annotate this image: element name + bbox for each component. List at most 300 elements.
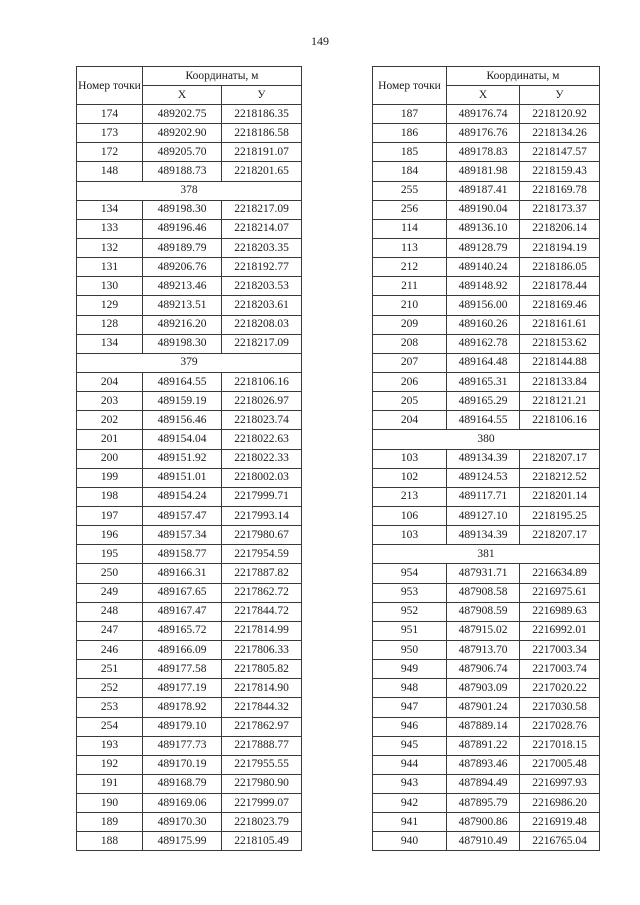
x-coordinate-cell: 489134.39 bbox=[447, 526, 520, 545]
point-number-cell: 200 bbox=[77, 449, 143, 468]
y-coordinate-cell: 2218201.14 bbox=[520, 487, 600, 506]
y-coordinate-cell: 2218194.19 bbox=[520, 238, 600, 257]
y-coordinate-cell: 2218133.84 bbox=[520, 372, 600, 391]
y-coordinate-cell: 2218161.61 bbox=[520, 315, 600, 334]
y-coordinate-cell: 2218002.03 bbox=[222, 468, 302, 487]
y-coordinate-cell: 2216919.48 bbox=[520, 813, 600, 832]
table-row bbox=[77, 105, 302, 124]
x-coordinate-cell: 489189.79 bbox=[143, 238, 222, 257]
y-coordinate-cell: 2217018.15 bbox=[520, 736, 600, 755]
x-coordinate-cell: 489124.53 bbox=[447, 468, 520, 487]
x-coordinate-cell: 489177.19 bbox=[143, 679, 222, 698]
table-row bbox=[373, 487, 600, 506]
table-row bbox=[373, 832, 600, 851]
group-row bbox=[77, 181, 302, 200]
point-number-cell: 253 bbox=[77, 698, 143, 717]
point-number-cell: 941 bbox=[373, 813, 447, 832]
point-number-cell: 256 bbox=[373, 200, 447, 219]
table-body bbox=[373, 105, 600, 851]
table-row bbox=[373, 468, 600, 487]
x-coordinate-cell: 489164.55 bbox=[143, 372, 222, 391]
point-number-cell: 944 bbox=[373, 755, 447, 774]
point-number-cell: 195 bbox=[77, 545, 143, 564]
point-number-cell: 191 bbox=[77, 774, 143, 793]
y-coordinate-cell: 2218105.49 bbox=[222, 832, 302, 851]
point-number-cell: 187 bbox=[373, 105, 447, 124]
x-coordinate-cell: 487891.22 bbox=[447, 736, 520, 755]
x-coordinate-cell: 489177.73 bbox=[143, 736, 222, 755]
table-row bbox=[373, 238, 600, 257]
y-coordinate-cell: 2218106.16 bbox=[520, 411, 600, 430]
table-row bbox=[77, 832, 302, 851]
point-number-cell: 131 bbox=[77, 258, 143, 277]
y-coordinate-cell: 2218203.53 bbox=[222, 277, 302, 296]
x-coordinate-cell: 489177.58 bbox=[143, 660, 222, 679]
point-number-cell: 255 bbox=[373, 181, 447, 200]
table-row bbox=[373, 698, 600, 717]
y-coordinate-cell: 2218147.57 bbox=[520, 143, 600, 162]
table-row bbox=[77, 698, 302, 717]
table-row bbox=[77, 238, 302, 257]
x-coordinate-cell: 489205.70 bbox=[143, 143, 222, 162]
point-number-cell: 173 bbox=[77, 124, 143, 143]
x-coordinate-cell: 489154.24 bbox=[143, 487, 222, 506]
y-coordinate-cell: 2216989.63 bbox=[520, 602, 600, 621]
table-row bbox=[373, 277, 600, 296]
table-row bbox=[77, 602, 302, 621]
x-coordinate-cell: 489158.77 bbox=[143, 545, 222, 564]
y-coordinate-cell: 2217980.90 bbox=[222, 774, 302, 793]
point-number-cell: 954 bbox=[373, 564, 447, 583]
y-coordinate-cell: 2218212.52 bbox=[520, 468, 600, 487]
table-row bbox=[77, 621, 302, 640]
y-coordinate-cell: 2216634.89 bbox=[520, 564, 600, 583]
table-row bbox=[373, 105, 600, 124]
point-number-cell: 251 bbox=[77, 660, 143, 679]
y-coordinate-cell: 2218192.77 bbox=[222, 258, 302, 277]
x-coordinate-cell: 489168.79 bbox=[143, 774, 222, 793]
point-number-cell: 130 bbox=[77, 277, 143, 296]
point-number-cell: 250 bbox=[77, 564, 143, 583]
y-coordinate-cell: 2218191.07 bbox=[222, 143, 302, 162]
y-coordinate-cell: 2217844.32 bbox=[222, 698, 302, 717]
coordinates-table-left bbox=[76, 66, 302, 851]
table-row bbox=[77, 258, 302, 277]
point-number-cell: 196 bbox=[77, 526, 143, 545]
point-number-cell: 212 bbox=[373, 258, 447, 277]
point-number-cell: 199 bbox=[77, 468, 143, 487]
x-coordinate-cell: 489175.99 bbox=[143, 832, 222, 851]
point-number-cell: 205 bbox=[373, 392, 447, 411]
point-number-cell: 953 bbox=[373, 583, 447, 602]
table-row bbox=[77, 124, 302, 143]
x-coordinate-cell: 489166.09 bbox=[143, 640, 222, 659]
y-coordinate-cell: 2218206.14 bbox=[520, 219, 600, 238]
x-coordinate-cell: 489151.01 bbox=[143, 468, 222, 487]
coordinates-header: Координаты, м bbox=[447, 67, 600, 86]
point-number-cell: 133 bbox=[77, 219, 143, 238]
table-row bbox=[77, 430, 302, 449]
y-coordinate-cell: 2218208.03 bbox=[222, 315, 302, 334]
x-coordinate-cell: 489165.72 bbox=[143, 621, 222, 640]
table-row bbox=[373, 200, 600, 219]
point-number-cell: 947 bbox=[373, 698, 447, 717]
table-row bbox=[373, 717, 600, 736]
point-number-cell: 174 bbox=[77, 105, 143, 124]
point-number-cell: 201 bbox=[77, 430, 143, 449]
table-row bbox=[373, 181, 600, 200]
x-coordinate-cell: 489178.83 bbox=[447, 143, 520, 162]
point-number-cell: 190 bbox=[77, 794, 143, 813]
table-row bbox=[77, 334, 302, 353]
x-coordinate-cell: 487915.02 bbox=[447, 621, 520, 640]
point-number-cell: 948 bbox=[373, 679, 447, 698]
x-coordinate-cell: 489157.34 bbox=[143, 526, 222, 545]
point-number-cell: 114 bbox=[373, 219, 447, 238]
y-coordinate-cell: 2217862.97 bbox=[222, 717, 302, 736]
point-number-header: Номер точки bbox=[373, 67, 447, 105]
x-coordinate-cell: 489181.98 bbox=[447, 162, 520, 181]
point-number-cell: 209 bbox=[373, 315, 447, 334]
y-coordinate-cell: 2216997.93 bbox=[520, 774, 600, 793]
table-row bbox=[373, 602, 600, 621]
point-number-cell: 202 bbox=[77, 411, 143, 430]
x-coordinate-cell: 487889.14 bbox=[447, 717, 520, 736]
point-number-cell: 132 bbox=[77, 238, 143, 257]
y-coordinate-cell: 2217844.72 bbox=[222, 602, 302, 621]
table-row bbox=[373, 813, 600, 832]
x-coordinate-cell: 489170.30 bbox=[143, 813, 222, 832]
x-coordinate-cell: 489159.19 bbox=[143, 392, 222, 411]
point-number-cell: 945 bbox=[373, 736, 447, 755]
x-coordinate-cell: 489179.10 bbox=[143, 717, 222, 736]
point-number-cell: 942 bbox=[373, 794, 447, 813]
table-row bbox=[77, 277, 302, 296]
table-row bbox=[373, 411, 600, 430]
y-coordinate-cell: 2217806.33 bbox=[222, 640, 302, 659]
point-number-cell: 940 bbox=[373, 832, 447, 851]
x-coordinate-cell: 489202.90 bbox=[143, 124, 222, 143]
point-number-cell: 128 bbox=[77, 315, 143, 334]
y-coordinate-cell: 2216986.20 bbox=[520, 794, 600, 813]
table-row bbox=[373, 679, 600, 698]
x-coordinate-cell: 487901.24 bbox=[447, 698, 520, 717]
coordinates-table-right bbox=[372, 66, 600, 851]
x-coordinate-cell: 489160.26 bbox=[447, 315, 520, 334]
y-coordinate-cell: 2217028.76 bbox=[520, 717, 600, 736]
x-coordinate-cell: 489202.75 bbox=[143, 105, 222, 124]
y-column-header: У bbox=[222, 86, 302, 105]
x-coordinate-cell: 489213.51 bbox=[143, 296, 222, 315]
x-coordinate-cell: 489213.46 bbox=[143, 277, 222, 296]
x-coordinate-cell: 489164.55 bbox=[447, 411, 520, 430]
y-coordinate-cell: 2217814.99 bbox=[222, 621, 302, 640]
x-coordinate-cell: 487931.71 bbox=[447, 564, 520, 583]
x-coordinate-cell: 487908.58 bbox=[447, 583, 520, 602]
y-coordinate-cell: 2218022.33 bbox=[222, 449, 302, 468]
point-number-cell: 129 bbox=[77, 296, 143, 315]
point-number-cell: 106 bbox=[373, 506, 447, 525]
x-coordinate-cell: 489156.00 bbox=[447, 296, 520, 315]
group-label: 378 bbox=[77, 181, 302, 200]
x-coordinate-cell: 489164.48 bbox=[447, 353, 520, 372]
table-row bbox=[77, 564, 302, 583]
y-coordinate-cell: 2218106.16 bbox=[222, 372, 302, 391]
y-coordinate-cell: 2217999.07 bbox=[222, 794, 302, 813]
point-number-cell: 185 bbox=[373, 143, 447, 162]
point-number-cell: 148 bbox=[77, 162, 143, 181]
x-coordinate-cell: 489117.71 bbox=[447, 487, 520, 506]
x-coordinate-cell: 489187.41 bbox=[447, 181, 520, 200]
table-row bbox=[77, 794, 302, 813]
x-coordinate-cell: 489148.92 bbox=[447, 277, 520, 296]
x-coordinate-cell: 487895.79 bbox=[447, 794, 520, 813]
x-coordinate-cell: 489198.30 bbox=[143, 334, 222, 353]
y-coordinate-cell: 2217020.22 bbox=[520, 679, 600, 698]
table-row bbox=[373, 583, 600, 602]
group-label: 381 bbox=[373, 545, 600, 564]
table-row bbox=[77, 506, 302, 525]
x-coordinate-cell: 489154.04 bbox=[143, 430, 222, 449]
point-number-cell: 172 bbox=[77, 143, 143, 162]
table-row bbox=[373, 296, 600, 315]
y-coordinate-cell: 2218134.26 bbox=[520, 124, 600, 143]
y-coordinate-cell: 2218214.07 bbox=[222, 219, 302, 238]
y-coordinate-cell: 2217003.34 bbox=[520, 640, 600, 659]
y-coordinate-cell: 2217030.58 bbox=[520, 698, 600, 717]
table-row bbox=[77, 640, 302, 659]
table-body bbox=[77, 105, 302, 851]
table-row bbox=[77, 774, 302, 793]
point-number-cell: 946 bbox=[373, 717, 447, 736]
group-row bbox=[373, 545, 600, 564]
y-coordinate-cell: 2217980.67 bbox=[222, 526, 302, 545]
point-number-cell: 203 bbox=[77, 392, 143, 411]
x-coordinate-cell: 489196.46 bbox=[143, 219, 222, 238]
x-coordinate-cell: 489134.39 bbox=[447, 449, 520, 468]
table-row bbox=[373, 392, 600, 411]
table-header bbox=[77, 67, 302, 105]
point-number-cell: 952 bbox=[373, 602, 447, 621]
point-number-cell: 943 bbox=[373, 774, 447, 793]
point-number-cell: 134 bbox=[77, 200, 143, 219]
table-row bbox=[77, 468, 302, 487]
page-number: 149 bbox=[311, 34, 329, 48]
point-number-cell: 254 bbox=[77, 717, 143, 736]
y-coordinate-cell: 2218159.43 bbox=[520, 162, 600, 181]
table-row bbox=[373, 526, 600, 545]
y-coordinate-cell: 2218207.17 bbox=[520, 526, 600, 545]
y-coordinate-cell: 2218169.78 bbox=[520, 181, 600, 200]
x-coordinate-cell: 489216.20 bbox=[143, 315, 222, 334]
table-row bbox=[373, 143, 600, 162]
x-coordinate-cell: 489165.29 bbox=[447, 392, 520, 411]
table-row bbox=[77, 200, 302, 219]
point-number-cell: 210 bbox=[373, 296, 447, 315]
x-coordinate-cell: 489167.47 bbox=[143, 602, 222, 621]
point-number-cell: 102 bbox=[373, 468, 447, 487]
x-coordinate-cell: 489176.76 bbox=[447, 124, 520, 143]
point-number-cell: 204 bbox=[77, 372, 143, 391]
y-coordinate-cell: 2216992.01 bbox=[520, 621, 600, 640]
x-coordinate-cell: 489167.65 bbox=[143, 583, 222, 602]
x-coordinate-cell: 489156.46 bbox=[143, 411, 222, 430]
x-coordinate-cell: 487913.70 bbox=[447, 640, 520, 659]
x-coordinate-cell: 489136.10 bbox=[447, 219, 520, 238]
table-row bbox=[77, 372, 302, 391]
y-coordinate-cell: 2218217.09 bbox=[222, 334, 302, 353]
y-coordinate-cell: 2218203.61 bbox=[222, 296, 302, 315]
point-number-cell: 188 bbox=[77, 832, 143, 851]
y-coordinate-cell: 2218201.65 bbox=[222, 162, 302, 181]
table-row bbox=[373, 736, 600, 755]
table-row bbox=[77, 143, 302, 162]
point-number-cell: 204 bbox=[373, 411, 447, 430]
point-number-header: Номер точки bbox=[77, 67, 143, 105]
x-column-header: Х bbox=[143, 86, 222, 105]
y-coordinate-cell: 2218120.92 bbox=[520, 105, 600, 124]
table-row bbox=[77, 545, 302, 564]
point-number-cell: 208 bbox=[373, 334, 447, 353]
group-row bbox=[373, 430, 600, 449]
table-row bbox=[77, 660, 302, 679]
point-number-cell: 211 bbox=[373, 277, 447, 296]
point-number-cell: 198 bbox=[77, 487, 143, 506]
y-coordinate-cell: 2217862.72 bbox=[222, 583, 302, 602]
y-coordinate-cell: 2218203.35 bbox=[222, 238, 302, 257]
y-coordinate-cell: 2218023.74 bbox=[222, 411, 302, 430]
x-coordinate-cell: 489165.31 bbox=[447, 372, 520, 391]
table-row bbox=[373, 794, 600, 813]
point-number-cell: 206 bbox=[373, 372, 447, 391]
table-row bbox=[373, 621, 600, 640]
y-coordinate-cell: 2218153.62 bbox=[520, 334, 600, 353]
y-coordinate-cell: 2217993.14 bbox=[222, 506, 302, 525]
table-row bbox=[77, 449, 302, 468]
x-coordinate-cell: 489178.92 bbox=[143, 698, 222, 717]
y-coordinate-cell: 2218026.97 bbox=[222, 392, 302, 411]
x-coordinate-cell: 489176.74 bbox=[447, 105, 520, 124]
x-coordinate-cell: 489157.47 bbox=[143, 506, 222, 525]
coordinates-header: Координаты, м bbox=[143, 67, 302, 86]
table-row bbox=[373, 640, 600, 659]
point-number-cell: 247 bbox=[77, 621, 143, 640]
y-coordinate-cell: 2217999.71 bbox=[222, 487, 302, 506]
y-coordinate-cell: 2218186.35 bbox=[222, 105, 302, 124]
table-row bbox=[77, 219, 302, 238]
x-coordinate-cell: 487894.49 bbox=[447, 774, 520, 793]
table-row bbox=[77, 315, 302, 334]
table-row bbox=[373, 506, 600, 525]
y-coordinate-cell: 2217805.82 bbox=[222, 660, 302, 679]
table-row bbox=[77, 296, 302, 315]
table-row bbox=[77, 755, 302, 774]
point-number-cell: 207 bbox=[373, 353, 447, 372]
point-number-cell: 949 bbox=[373, 660, 447, 679]
x-coordinate-cell: 489190.04 bbox=[447, 200, 520, 219]
table-row bbox=[373, 449, 600, 468]
group-row bbox=[77, 353, 302, 372]
point-number-cell: 246 bbox=[77, 640, 143, 659]
y-column-header: У bbox=[520, 86, 600, 105]
y-coordinate-cell: 2217814.90 bbox=[222, 679, 302, 698]
table-row bbox=[77, 526, 302, 545]
point-number-cell: 103 bbox=[373, 526, 447, 545]
point-number-cell: 186 bbox=[373, 124, 447, 143]
group-label: 379 bbox=[77, 353, 302, 372]
y-coordinate-cell: 2216765.04 bbox=[520, 832, 600, 851]
point-number-cell: 252 bbox=[77, 679, 143, 698]
group-label: 380 bbox=[373, 430, 600, 449]
point-number-cell: 193 bbox=[77, 736, 143, 755]
y-coordinate-cell: 2217003.74 bbox=[520, 660, 600, 679]
x-coordinate-cell: 489198.30 bbox=[143, 200, 222, 219]
table-row bbox=[77, 736, 302, 755]
table-row bbox=[77, 717, 302, 736]
table-row bbox=[77, 679, 302, 698]
point-number-cell: 189 bbox=[77, 813, 143, 832]
y-coordinate-cell: 2218169.46 bbox=[520, 296, 600, 315]
point-number-cell: 197 bbox=[77, 506, 143, 525]
point-number-cell: 249 bbox=[77, 583, 143, 602]
point-number-cell: 951 bbox=[373, 621, 447, 640]
x-coordinate-cell: 489127.10 bbox=[447, 506, 520, 525]
y-coordinate-cell: 2218217.09 bbox=[222, 200, 302, 219]
table-row bbox=[373, 219, 600, 238]
table-row bbox=[373, 334, 600, 353]
point-number-cell: 113 bbox=[373, 238, 447, 257]
table-row bbox=[373, 258, 600, 277]
table-row bbox=[77, 162, 302, 181]
x-coordinate-cell: 489162.78 bbox=[447, 334, 520, 353]
x-coordinate-cell: 489169.06 bbox=[143, 794, 222, 813]
y-coordinate-cell: 2218023.79 bbox=[222, 813, 302, 832]
table-row bbox=[373, 564, 600, 583]
x-column-header: Х bbox=[447, 86, 520, 105]
y-coordinate-cell: 2217955.55 bbox=[222, 755, 302, 774]
table-row bbox=[373, 755, 600, 774]
y-coordinate-cell: 2218022.63 bbox=[222, 430, 302, 449]
table-row bbox=[373, 372, 600, 391]
y-coordinate-cell: 2216975.61 bbox=[520, 583, 600, 602]
x-coordinate-cell: 487908.59 bbox=[447, 602, 520, 621]
y-coordinate-cell: 2217887.82 bbox=[222, 564, 302, 583]
x-coordinate-cell: 489188.73 bbox=[143, 162, 222, 181]
point-number-cell: 950 bbox=[373, 640, 447, 659]
y-coordinate-cell: 2218144.88 bbox=[520, 353, 600, 372]
y-coordinate-cell: 2218178.44 bbox=[520, 277, 600, 296]
point-number-cell: 184 bbox=[373, 162, 447, 181]
y-coordinate-cell: 2218173.37 bbox=[520, 200, 600, 219]
y-coordinate-cell: 2218186.58 bbox=[222, 124, 302, 143]
x-coordinate-cell: 489140.24 bbox=[447, 258, 520, 277]
table-row bbox=[373, 124, 600, 143]
point-number-cell: 103 bbox=[373, 449, 447, 468]
table-row bbox=[373, 353, 600, 372]
table-row bbox=[77, 392, 302, 411]
point-number-cell: 134 bbox=[77, 334, 143, 353]
x-coordinate-cell: 487903.09 bbox=[447, 679, 520, 698]
x-coordinate-cell: 487910.49 bbox=[447, 832, 520, 851]
table-row bbox=[77, 813, 302, 832]
y-coordinate-cell: 2218195.25 bbox=[520, 506, 600, 525]
y-coordinate-cell: 2217888.77 bbox=[222, 736, 302, 755]
x-coordinate-cell: 487906.74 bbox=[447, 660, 520, 679]
x-coordinate-cell: 487900.86 bbox=[447, 813, 520, 832]
y-coordinate-cell: 2218207.17 bbox=[520, 449, 600, 468]
x-coordinate-cell: 487893.46 bbox=[447, 755, 520, 774]
x-coordinate-cell: 489206.76 bbox=[143, 258, 222, 277]
